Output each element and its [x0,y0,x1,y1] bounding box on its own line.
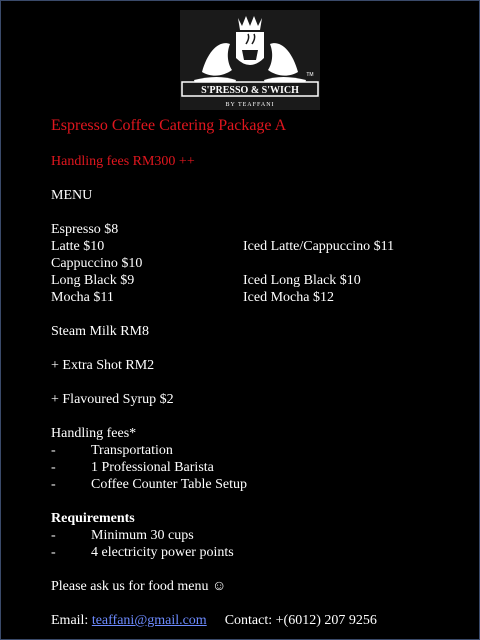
bullet-dash: - [51,460,56,475]
menu-item-iced-mocha: Iced Mocha $12 [243,290,334,305]
menu-row-long-black [51,272,451,289]
handling-fee-item [51,442,451,459]
food-menu-note: Please ask us for food menu ☺ [51,579,227,594]
extra-shot-price: + Extra Shot RM2 [51,358,155,373]
handling-fee-item-label: 1 Professional Barista [91,460,214,475]
handling-fee-item-label: Transportation [91,443,173,458]
menu-item-iced-long-black: Iced Long Black $10 [243,273,361,288]
handling-fees-heading: Handling fees* [51,426,137,441]
email-label: Email: [51,613,92,628]
package-content [51,116,451,629]
menu-item-cappuccino: Cappuccino $10 [51,256,143,271]
handling-fee-headline: Handling fees RM300 ++ [51,154,195,169]
menu-item-espresso: Espresso $8 [51,222,119,237]
handling-fee-item-label: Coffee Counter Table Setup [91,477,247,492]
contact-phone: Contact: +(6012) 207 9256 [224,613,377,628]
requirement-item [51,527,451,544]
bullet-dash: - [51,477,56,492]
handling-fee-item [51,476,451,493]
brand-logo [180,10,320,110]
menu-item-latte: Latte $10 [51,239,105,254]
logo-tm-text: TM [306,72,314,78]
bullet-dash: - [51,528,56,543]
menu-heading: MENU [51,188,93,203]
email-link[interactable]: teaffani@gmail.com [91,613,207,628]
menu-row-mocha [51,289,451,306]
menu-item-iced-latte: Iced Latte/Cappuccino $11 [243,239,395,254]
contact-row [51,612,451,629]
logo-brand-text: S'PRESSO & S'WICH [201,85,299,96]
requirement-item-label: 4 electricity power points [91,545,234,560]
bullet-dash: - [51,443,56,458]
package-title: Espresso Coffee Catering Package A [51,117,287,134]
bullet-dash: - [51,545,56,560]
flavoured-syrup-price: + Flavoured Syrup $2 [51,392,174,407]
handling-fee-item [51,459,451,476]
requirements-heading: Requirements [51,511,135,526]
logo-tagline-text: BY TEAFFANI [225,102,275,108]
requirement-item-label: Minimum 30 cups [91,528,194,543]
menu-row-latte [51,238,451,255]
requirement-item [51,544,451,561]
menu-item-mocha: Mocha $11 [51,290,114,305]
menu-item-long-black: Long Black $9 [51,273,135,288]
steam-milk-price: Steam Milk RM8 [51,324,150,339]
